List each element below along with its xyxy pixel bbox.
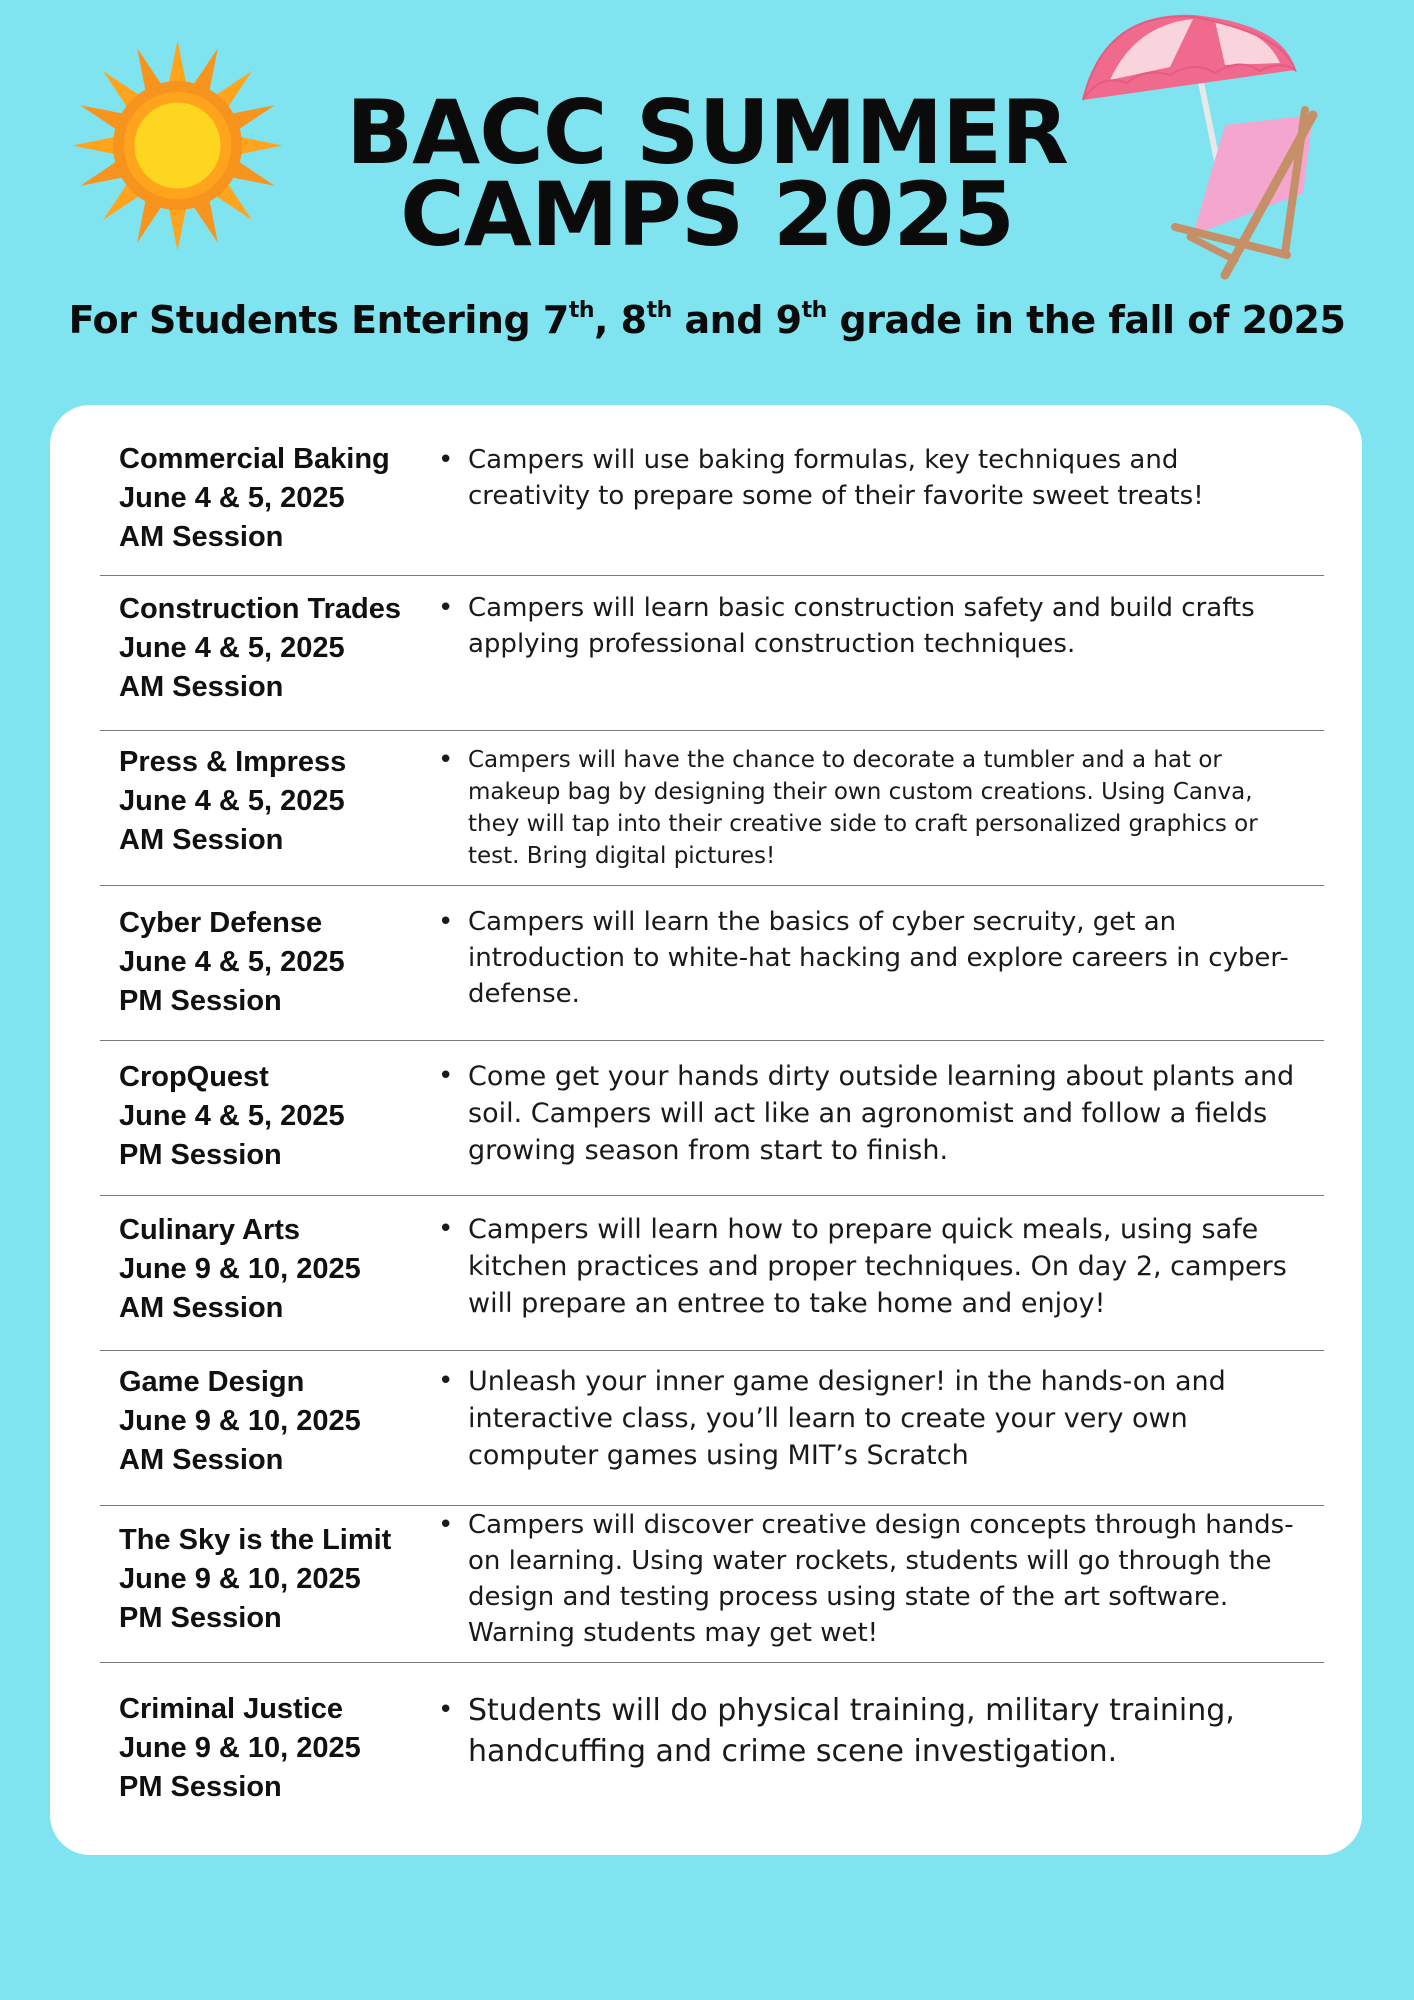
camp-row-cyber-defense	[100, 886, 1324, 1041]
page-title-line-2: CAMPS 2025	[400, 163, 1014, 266]
camp-description: Campers will discover creative design concepts through hands-on learning. Using water rockets, students will go through the design and testing process using state of the art software. Warning students may get wet!	[468, 1510, 1294, 1648]
bullet-icon: •	[438, 593, 454, 623]
camp-dates: June 4 & 5, 2025	[119, 632, 345, 664]
camp-dates: June 9 & 10, 2025	[119, 1563, 361, 1595]
camp-name: Criminal Justice	[119, 1693, 344, 1725]
camp-session: AM Session	[119, 671, 284, 703]
camp-session: AM Session	[119, 1444, 284, 1476]
camp-description: Campers will learn the basics of cyber secruity, get an introduction to white-hat hacking and explore careers in cyber-defense.	[468, 907, 1289, 1009]
camp-name: Game Design	[119, 1366, 305, 1398]
camp-row-game-design	[100, 1351, 1324, 1506]
camp-row-culinary-arts	[100, 1196, 1324, 1351]
camp-dates: June 4 & 5, 2025	[119, 1100, 345, 1132]
camp-dates: June 4 & 5, 2025	[119, 785, 345, 817]
bullet-icon: •	[438, 1214, 454, 1244]
page-title-line-1: BACC SUMMER	[346, 81, 1068, 184]
bullet-icon: •	[438, 1510, 454, 1540]
camp-name: Culinary Arts	[119, 1214, 301, 1246]
camp-row-commercial-baking	[100, 405, 1324, 576]
camp-row-criminal-justice	[100, 1663, 1324, 1843]
camp-row-construction-trades	[100, 576, 1324, 731]
bullet-icon: •	[438, 1061, 454, 1091]
camp-description: Students will do physical training, military training, handcuffing and crime scene investigation.	[468, 1693, 1235, 1769]
camp-row-cropquest	[100, 1041, 1324, 1196]
bullet-icon: •	[438, 1695, 454, 1725]
camp-session: PM Session	[119, 1771, 282, 1803]
camp-name: The Sky is the Limit	[119, 1524, 392, 1556]
camp-dates: June 4 & 5, 2025	[119, 946, 345, 978]
camp-session: PM Session	[119, 985, 282, 1017]
camp-session: AM Session	[119, 521, 284, 553]
camp-session: AM Session	[119, 824, 284, 856]
bullet-icon: •	[438, 907, 454, 937]
camp-row-sky-is-the-limit	[100, 1506, 1324, 1663]
camp-description: Campers will have the chance to decorate a tumbler and a hat or makeup bag by designing their own custom creations. Using Canva, they will tap into their creative side to craft personalized graphics or test. Bring digital pictures!	[468, 747, 1258, 869]
camp-session: PM Session	[119, 1139, 282, 1171]
camp-row-press-impress	[100, 731, 1324, 886]
camp-list-card	[50, 405, 1362, 1855]
camp-session: PM Session	[119, 1602, 282, 1634]
camp-session: AM Session	[119, 1292, 284, 1324]
camp-description: Campers will learn basic construction safety and build crafts applying professional construction techniques.	[468, 593, 1255, 659]
sun-ray	[168, 40, 187, 87]
camp-name: Commercial Baking	[119, 443, 390, 475]
camp-description: Campers will learn how to prepare quick meals, using safe kitchen practices and proper techniques. On day 2, campers will prepare an entree to take home and enjoy!	[468, 1214, 1287, 1319]
subtitle: For Students Entering 7th, 8th and 9th grade in the fall of 2025	[68, 298, 1346, 342]
camp-dates: June 4 & 5, 2025	[119, 482, 345, 514]
camp-name: Construction Trades	[119, 593, 401, 625]
camp-description: Unleash your inner game designer! in the hands-on and interactive class, you’ll learn to create your very own computer games using MIT’s Scratch	[468, 1366, 1226, 1471]
bullet-icon: •	[438, 745, 454, 775]
camp-dates: June 9 & 10, 2025	[119, 1405, 361, 1437]
camp-dates: June 9 & 10, 2025	[119, 1732, 361, 1764]
camp-description: Campers will use baking formulas, key techniques and creativity to prepare some of their favorite sweet treats!	[468, 445, 1204, 511]
camp-name: Cyber Defense	[119, 907, 323, 939]
camp-name: Press & Impress	[119, 746, 347, 778]
camp-dates: June 9 & 10, 2025	[119, 1253, 361, 1285]
bullet-icon: •	[438, 1366, 454, 1396]
camp-description: Come get your hands dirty outside learning about plants and soil. Campers will act like an agronomist and follow a fields growing season from start to finish.	[468, 1061, 1295, 1166]
camp-name: CropQuest	[119, 1061, 269, 1093]
bullet-icon: •	[438, 445, 454, 475]
